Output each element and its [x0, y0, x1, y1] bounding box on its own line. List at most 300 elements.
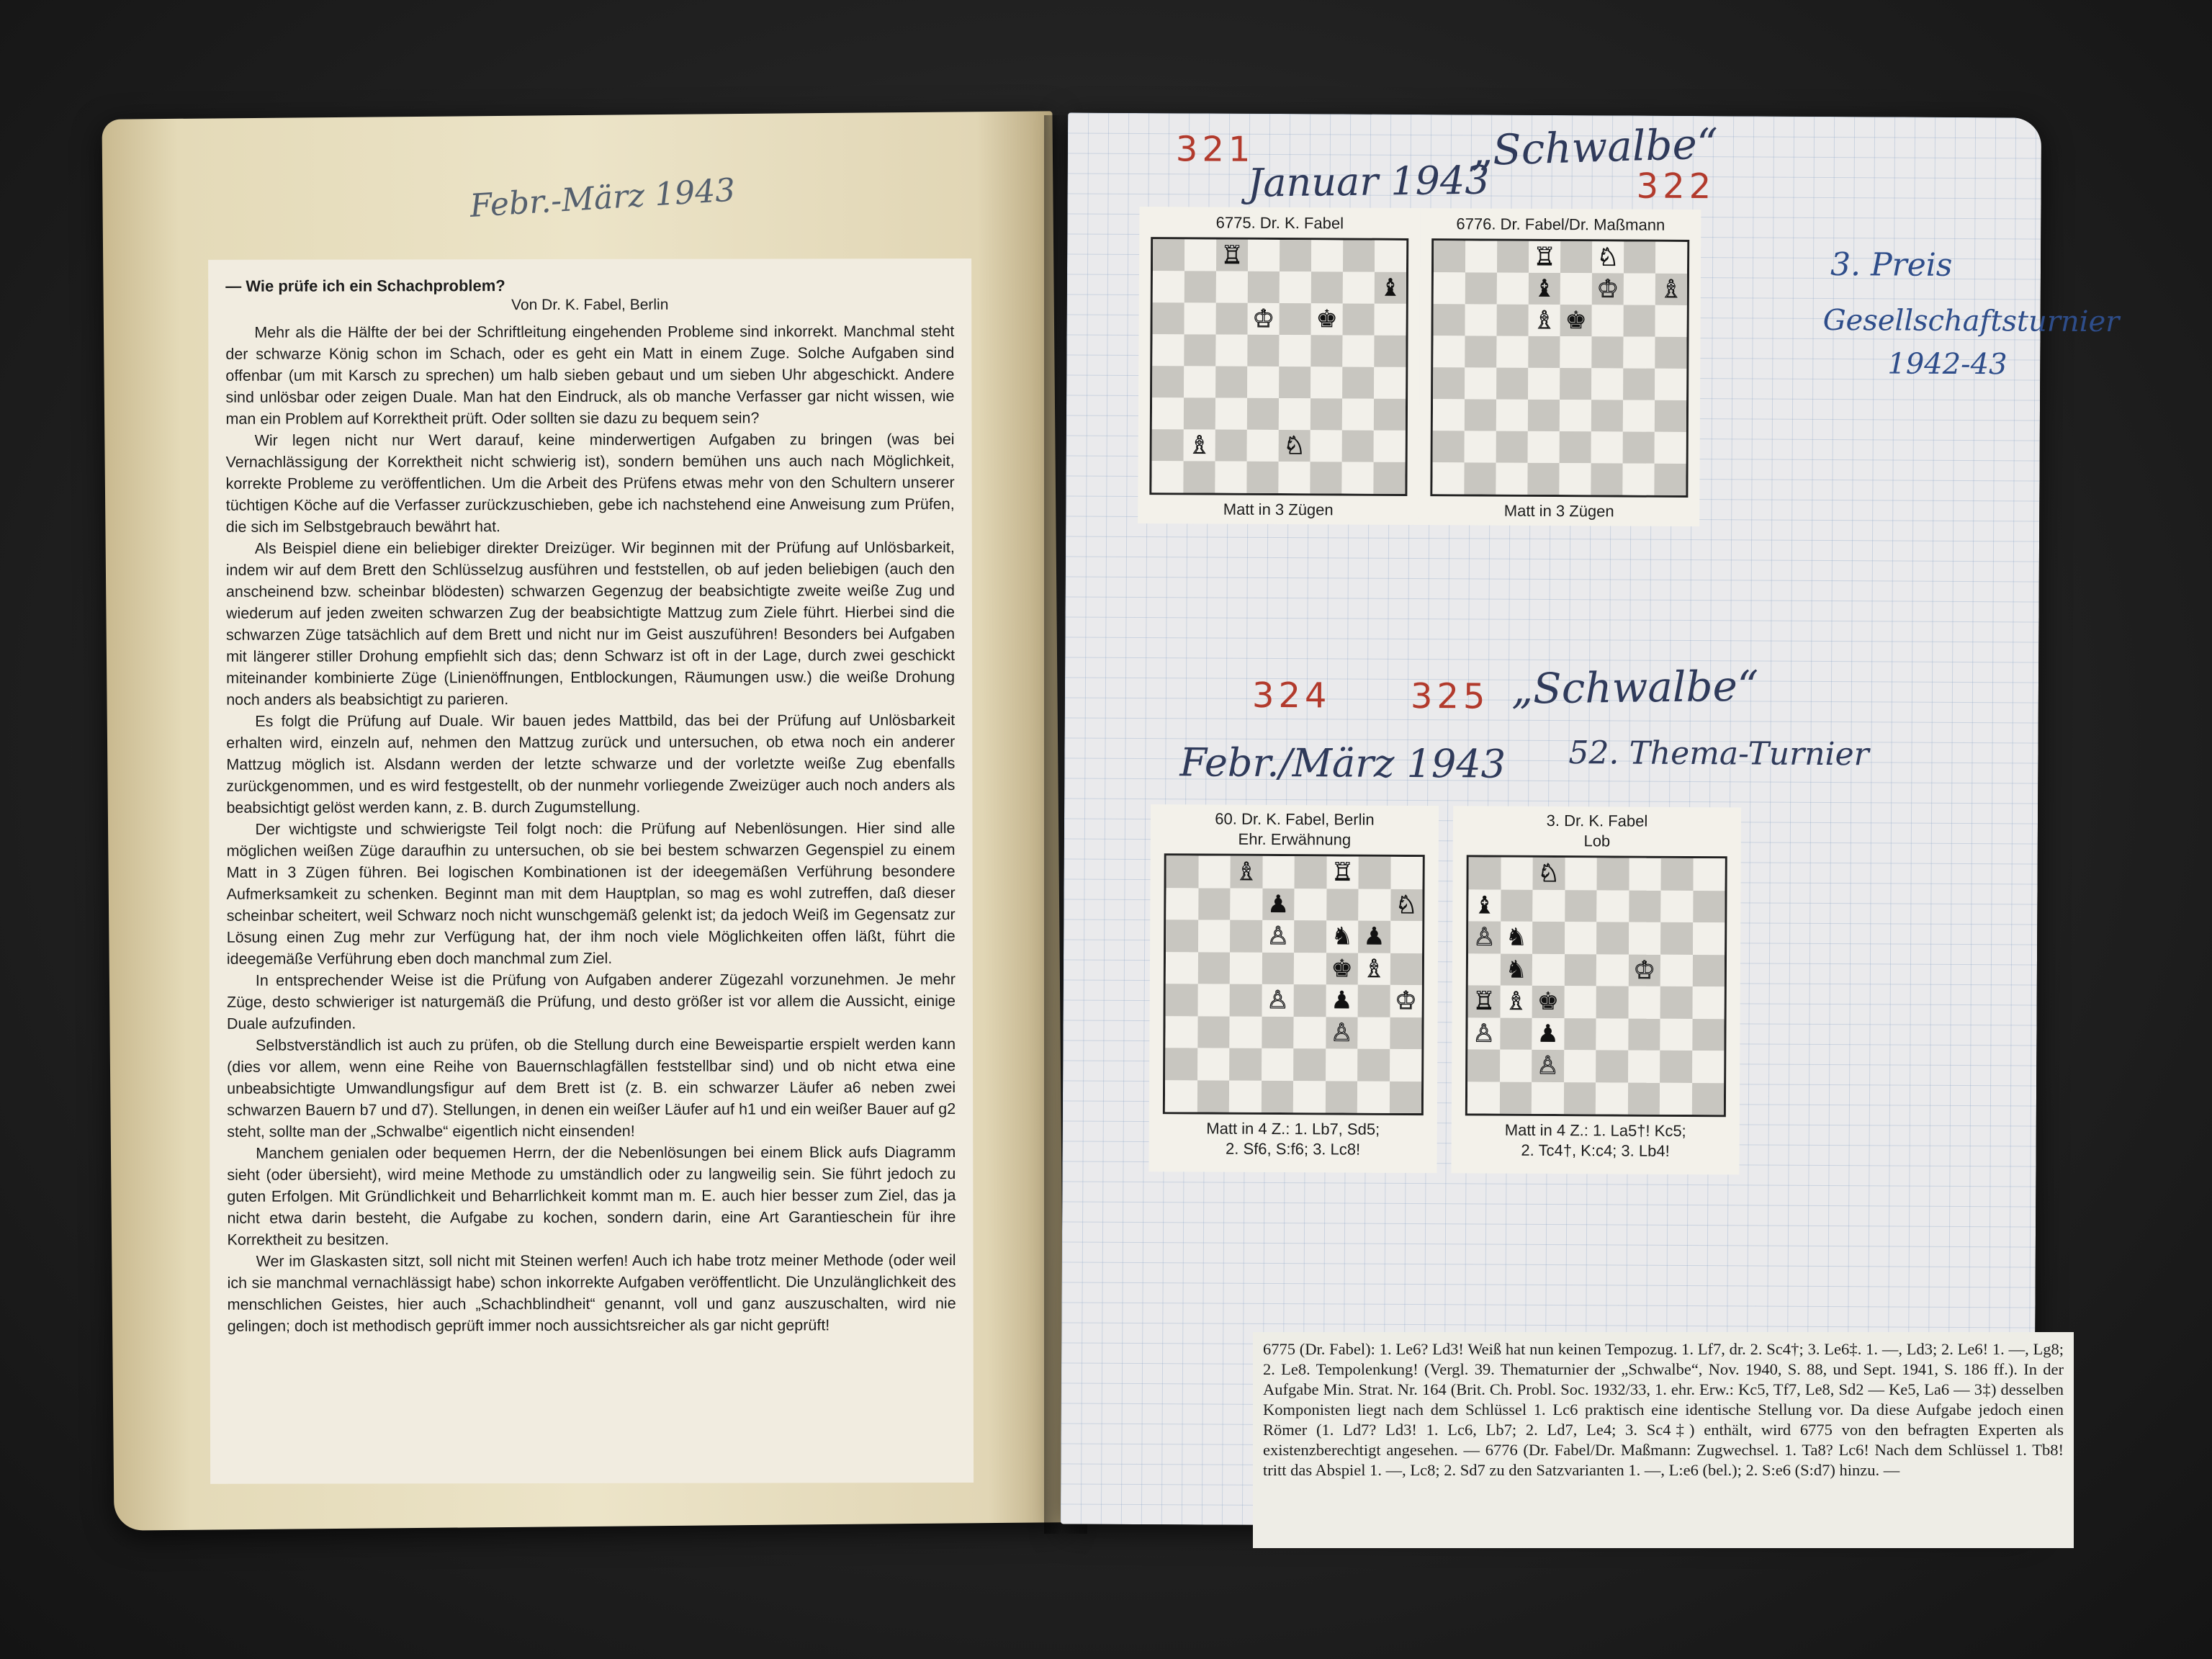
- square-g8: [1359, 857, 1391, 889]
- square-d3: [1528, 400, 1560, 431]
- square-e4: [1560, 368, 1591, 400]
- square-f8: [1311, 240, 1343, 271]
- square-a3: [1433, 399, 1465, 431]
- white-piece-icon: ♙: [1330, 1019, 1353, 1047]
- black-piece-icon: ♞: [1505, 956, 1528, 984]
- white-piece-icon: ♗: [1660, 275, 1683, 303]
- square-h5: [1374, 336, 1406, 367]
- square-e2: [1596, 1050, 1628, 1082]
- square-a8: [1434, 240, 1465, 272]
- square-b1: [1197, 1080, 1229, 1112]
- square-c1: [1496, 463, 1527, 495]
- square-d6: [1529, 305, 1560, 336]
- square-b7: [1465, 272, 1497, 304]
- square-h3: [1374, 399, 1406, 431]
- white-piece-icon: ♙: [1473, 923, 1496, 951]
- square-c5: [1532, 953, 1565, 986]
- square-d8: [1529, 241, 1560, 273]
- square-a4: [1468, 985, 1501, 1017]
- square-a2: [1433, 431, 1465, 462]
- square-b2: [1197, 1048, 1230, 1080]
- square-a4: [1166, 984, 1198, 1016]
- square-g8: [1343, 240, 1375, 271]
- square-g5: [1660, 954, 1693, 986]
- square-e1: [1559, 463, 1591, 495]
- square-f2: [1628, 1051, 1660, 1083]
- square-f3: [1591, 400, 1623, 431]
- square-h3: [1390, 1017, 1422, 1049]
- diagram-6775: [1138, 207, 1420, 525]
- square-f5: [1591, 336, 1623, 368]
- square-g1: [1660, 1082, 1692, 1115]
- square-a5: [1468, 953, 1501, 986]
- square-h2: [1655, 432, 1686, 464]
- square-a6: [1153, 302, 1184, 334]
- square-b6: [1465, 304, 1497, 336]
- square-c7: [1230, 888, 1262, 920]
- square-g6: [1343, 303, 1375, 335]
- diagram-solution-line1: Matt in 4 Z.: 1. La5†! Kc5;: [1504, 1120, 1686, 1140]
- square-h5: [1692, 955, 1725, 987]
- white-piece-icon: ♙: [1267, 986, 1289, 1015]
- square-h6: [1390, 921, 1423, 953]
- article-paragraph: Wir legen nicht nur Wert darauf, keine minderwertigen Aufgaben zu bringen (was bei Vernachlässigung der Korrektheit nicht schwierig ist), sondern bemühen uns auch nach Möglichkeit, korrekte Probleme zu veröffentlichen. Um die Arbeit des Prüfens etwas mehr von den Schultern unserer tüchtigen Köche auf die Verfasser zurückzuschieben, gebe ich nachstehend eine Anweisung zum Prüfen, die sich im Selbstgebrauch bewährt hat.: [225, 431, 955, 536]
- square-b3: [1465, 399, 1496, 431]
- square-b8: [1465, 240, 1497, 272]
- white-piece-icon: ♗: [1533, 306, 1555, 335]
- problem-number-322: 322: [1636, 166, 1716, 207]
- square-a3: [1152, 397, 1184, 429]
- white-piece-icon: ♔: [1633, 956, 1655, 984]
- square-d7: [1565, 890, 1597, 922]
- square-e1: [1596, 1082, 1628, 1115]
- square-d8: [1248, 240, 1280, 271]
- square-f1: [1325, 1081, 1357, 1113]
- square-d7: [1529, 273, 1560, 305]
- square-d2: [1528, 431, 1560, 463]
- square-f1: [1627, 1082, 1660, 1115]
- square-f1: [1310, 462, 1341, 493]
- square-g8: [1624, 242, 1655, 274]
- square-c7: [1497, 273, 1529, 305]
- square-d7: [1262, 888, 1295, 920]
- right-page: [1061, 112, 2120, 1529]
- square-d4: [1262, 984, 1294, 1017]
- square-b4: [1500, 986, 1532, 1018]
- black-piece-icon: ♟: [1537, 1020, 1560, 1048]
- square-c5: [1215, 335, 1247, 367]
- black-piece-icon: ♚: [1331, 955, 1354, 983]
- square-h4: [1374, 367, 1406, 399]
- square-h1: [1389, 1081, 1421, 1113]
- white-piece-icon: ♗: [1505, 987, 1527, 1016]
- square-f8: [1326, 856, 1359, 889]
- square-d5: [1528, 336, 1560, 368]
- square-b5: [1184, 334, 1215, 366]
- square-c8: [1216, 240, 1248, 271]
- black-piece-icon: ♟: [1267, 890, 1290, 918]
- square-f6: [1311, 303, 1343, 335]
- square-e4: [1279, 367, 1310, 398]
- square-d7: [1248, 271, 1280, 303]
- square-g3: [1342, 398, 1374, 430]
- square-b5: [1197, 952, 1230, 984]
- square-c8: [1231, 856, 1263, 889]
- square-f7: [1311, 271, 1343, 303]
- chessboard: [1465, 855, 1727, 1117]
- square-g7: [1343, 271, 1375, 303]
- square-f8: [1592, 241, 1624, 273]
- square-h2: [1374, 431, 1406, 462]
- square-a2: [1152, 429, 1184, 461]
- square-b7: [1501, 889, 1533, 922]
- square-h6: [1375, 304, 1406, 336]
- square-e4: [1294, 984, 1326, 1017]
- square-e2: [1293, 1048, 1326, 1081]
- white-piece-icon: ♙: [1267, 922, 1290, 950]
- white-piece-icon: ♗: [1235, 858, 1258, 886]
- square-d1: [1261, 1080, 1293, 1112]
- square-f5: [1326, 953, 1358, 985]
- square-c4: [1215, 367, 1247, 398]
- square-g4: [1623, 369, 1655, 400]
- diagram-solution-line1: Matt in 4 Z.: 1. Lb7, Sd5;: [1206, 1119, 1380, 1138]
- white-piece-icon: ♔: [1596, 275, 1619, 303]
- square-c2: [1229, 1048, 1262, 1081]
- square-a7: [1166, 888, 1198, 920]
- square-d8: [1262, 856, 1295, 889]
- square-e1: [1293, 1081, 1326, 1113]
- square-h1: [1373, 462, 1405, 494]
- square-h7: [1375, 272, 1406, 304]
- article-clipping: [208, 258, 974, 1484]
- diagram-solution-line2: 2. Sf6, S:f6; 3. Lc8!: [1225, 1139, 1361, 1159]
- square-e5: [1294, 953, 1326, 985]
- square-h2: [1692, 1051, 1725, 1083]
- article-paragraph: In entsprechender Weise ist die Prüfung von Aufgaben anderer Zügezahl vorzunehmen. Je mehr Züge, desto schwieriger ist naturgemäß die Prüfung, und desto größer ist vor allem die Aussicht, einige Duale aufzufinden.: [226, 971, 956, 1033]
- square-d4: [1564, 986, 1596, 1018]
- square-a8: [1153, 239, 1184, 271]
- square-d4: [1247, 367, 1279, 398]
- black-piece-icon: ♟: [1363, 922, 1385, 951]
- square-g2: [1623, 432, 1655, 464]
- article-title: — Wie prüfe ich ein Schachproblem?: [225, 276, 505, 295]
- square-g1: [1341, 462, 1373, 493]
- journal-name-top: „Schwalbe“: [1470, 119, 1719, 176]
- square-e4: [1596, 986, 1629, 1018]
- square-g8: [1660, 858, 1693, 891]
- square-g3: [1623, 400, 1655, 432]
- square-g2: [1660, 1051, 1692, 1083]
- square-e7: [1596, 890, 1629, 922]
- square-h2: [1390, 1049, 1422, 1082]
- square-g5: [1342, 335, 1374, 367]
- handwritten-date-top: Januar 1943: [1247, 157, 1491, 206]
- square-f3: [1326, 1017, 1358, 1049]
- chessboard: [1149, 237, 1408, 496]
- square-c5: [1496, 336, 1528, 368]
- handwritten-date-left: Febr.-März 1943: [469, 171, 737, 225]
- square-a1: [1151, 461, 1183, 493]
- square-e8: [1295, 856, 1327, 889]
- square-b1: [1464, 462, 1496, 494]
- square-g5: [1358, 953, 1390, 985]
- square-f8: [1629, 858, 1661, 891]
- problem-number-325: 325: [1410, 675, 1490, 717]
- square-c1: [1215, 462, 1246, 493]
- square-h8: [1390, 857, 1423, 889]
- square-h5: [1655, 337, 1686, 369]
- square-h8: [1655, 242, 1687, 274]
- article-paragraph: Es folgt die Prüfung auf Duale. Wir bauen jedes Mattbild, das bei der Prüfung auf Unlösbarkeit erhalten wird, einzeln auf, nehmen den Mattzug zurück und untersuchen, ob etwa noch ein anderer Mattzug möglich ist. Alsdann werden der letzte schwarze und der vorletzte weiße Zug ebenfalls zurückgenommen, und es wird festgestellt, ob der nunmehr vorliegende Zweizüger auch noch anders als beabsichtigt gelöst werden kann, z. B. durch Zugumstellung.: [226, 711, 956, 817]
- square-b6: [1501, 922, 1533, 954]
- square-b8: [1184, 239, 1216, 271]
- square-h7: [1655, 274, 1687, 305]
- square-e8: [1596, 858, 1629, 890]
- square-f4: [1628, 986, 1660, 1019]
- square-f4: [1310, 367, 1342, 398]
- square-g6: [1624, 305, 1655, 337]
- handwritten-date-middle: Febr./März 1943: [1179, 739, 1506, 787]
- square-a4: [1152, 366, 1184, 397]
- square-f7: [1326, 889, 1359, 921]
- diagram-header: 6775. Dr. K. Fabel: [1215, 213, 1344, 233]
- square-f2: [1591, 431, 1623, 463]
- square-b7: [1198, 888, 1231, 920]
- square-f4: [1326, 984, 1358, 1017]
- square-e3: [1560, 400, 1591, 431]
- square-d2: [1247, 430, 1279, 462]
- square-f7: [1592, 273, 1624, 305]
- square-f6: [1592, 305, 1624, 336]
- square-c4: [1230, 984, 1262, 1017]
- square-e5: [1596, 954, 1629, 986]
- square-g5: [1623, 337, 1655, 369]
- square-f3: [1310, 398, 1342, 430]
- prize-note-2: Gesellschaftsturnier: [1822, 303, 2120, 339]
- diagram-header: 3. Dr. K. Fabel: [1546, 811, 1648, 830]
- square-b7: [1184, 271, 1216, 302]
- square-h4: [1390, 985, 1422, 1017]
- square-g4: [1660, 986, 1693, 1019]
- square-e7: [1280, 271, 1311, 303]
- square-g3: [1357, 1017, 1390, 1049]
- square-c6: [1216, 303, 1248, 335]
- square-d3: [1247, 398, 1279, 430]
- diagram-stipulation: Matt in 3 Zügen: [1223, 500, 1334, 519]
- square-a6: [1434, 304, 1465, 336]
- square-a6: [1468, 921, 1501, 953]
- square-d1: [1246, 462, 1278, 493]
- square-d2: [1564, 1050, 1596, 1082]
- diagram-header: 6776. Dr. Fabel/Dr. Maßmann: [1456, 215, 1665, 234]
- white-piece-icon: ♖: [1220, 241, 1244, 269]
- article-author: Von Dr. K. Fabel, Berlin: [511, 296, 669, 314]
- square-c6: [1230, 920, 1262, 953]
- chessboard: [1163, 853, 1425, 1115]
- square-h7: [1693, 891, 1725, 923]
- square-e6: [1294, 920, 1326, 953]
- square-a5: [1433, 336, 1465, 367]
- square-d4: [1528, 368, 1560, 400]
- white-piece-icon: ♘: [1283, 432, 1306, 460]
- square-b2: [1465, 431, 1496, 462]
- tourney-note: 52. Thema-Turnier: [1568, 734, 1869, 773]
- square-e6: [1596, 922, 1629, 954]
- diagram-award: Lob: [1583, 832, 1611, 850]
- prize-note-3: 1942-43: [1887, 347, 2008, 382]
- square-a5: [1152, 334, 1184, 366]
- square-a2: [1165, 1048, 1197, 1080]
- solutions-clipping: 6775 (Dr. Fabel): 1. Le6? Ld3! Weiß hat nun keinen Tempozug. 1. Lf7, dr. 2. Sc4†; 3. Le6‡. 1. —, Ld3; 2. Le6! 1. —, Lg8; 2. Le8. Tempolenkung! (Vergl. 39. Thematurnier der „Schwalbe“, Nov. 1940, S. 88, und Sept. 1941, S. 186 ff.). In der Aufgabe Min. Strat. Nr. 164 (Brit. Ch. Probl. Soc. 1932/33, 1. ehr. Erw.: Kc5, Tf7, Le8, Sd2 — Ke5, La6 — 3‡) desselben Komponisten liegt nach dem Schlüssel 1. Lc6 praktisch eine identische Stellung vor. Da diese Aufgabe jedoch einen Römer (1. Ld7? Ld3! 1. Lc6, Lb7; 2. Ld7, Le4; 3. Sc4‡) enthält, wird 6775 von den befragten Experten als existenzberechtigt angesehen. — 6776 (Dr. Fabel/Dr. Maßmann: Zugwechsel. 1. Ta8? Lc6! Nach dem Schlüssel 1. Tb8! tritt das Abspiel 1. —, Lc8; 2. Sd7 zu den Satzvarianten 1. —, L:e6 (bel.); 2. S:e6 (S:d7) hinzu. —: [1253, 1332, 2074, 1548]
- black-piece-icon: ♚: [1537, 988, 1560, 1016]
- square-g7: [1624, 274, 1655, 305]
- square-f1: [1591, 463, 1622, 495]
- square-b6: [1198, 920, 1231, 952]
- diagram-header: 60. Dr. K. Fabel, Berlin: [1215, 809, 1375, 829]
- square-b6: [1184, 302, 1216, 334]
- article-body: [225, 320, 956, 1337]
- square-c1: [1532, 1082, 1564, 1114]
- square-e5: [1279, 335, 1310, 367]
- article-paragraph: Selbstverständlich ist auch zu prüfen, ob die Stellung durch eine Beweispartie erspielt werden kann (dies vor allem, wenn eine Reihe von Bauernschlagfällen feststellbar sind) und ob nicht etwa eine unbeabsichtigte Umwandlungsfigur auf dem Brett ist (z. B. ein schwarzer Läufer a6 neben zwei schwarzen Bauern b7 und d7). Stellungen, in denen ein weißer Läufer auf h1 und ein weißer Bauer auf g2 steht, sollte man der „Schwalbe“ eigentlich nicht einsenden!: [227, 1035, 956, 1141]
- square-h7: [1390, 889, 1423, 921]
- white-piece-icon: ♖: [1331, 858, 1354, 886]
- white-piece-icon: ♙: [1537, 1052, 1559, 1080]
- square-b8: [1198, 855, 1231, 888]
- left-page: [102, 111, 1064, 1530]
- square-h1: [1654, 464, 1686, 495]
- square-c1: [1229, 1080, 1262, 1112]
- square-g6: [1660, 922, 1693, 955]
- square-d1: [1527, 463, 1559, 495]
- square-b5: [1465, 336, 1496, 367]
- white-piece-icon: ♖: [1473, 987, 1496, 1015]
- white-piece-icon: ♔: [1252, 305, 1274, 333]
- square-a1: [1467, 1082, 1500, 1114]
- square-h3: [1655, 400, 1686, 432]
- journal-name-middle: „Schwalbe“: [1511, 661, 1759, 714]
- square-e8: [1280, 240, 1311, 271]
- square-a1: [1432, 462, 1464, 494]
- square-h4: [1655, 369, 1686, 400]
- square-e3: [1293, 1017, 1326, 1049]
- square-c3: [1496, 400, 1528, 431]
- white-piece-icon: ♗: [1188, 431, 1211, 459]
- square-g1: [1622, 464, 1654, 495]
- problem-number-321: 321: [1175, 129, 1255, 170]
- square-a6: [1166, 920, 1198, 952]
- square-d3: [1564, 1018, 1596, 1051]
- prize-note-1: 3. Preis: [1830, 246, 1953, 284]
- square-a7: [1468, 889, 1501, 922]
- square-g2: [1357, 1049, 1390, 1082]
- square-e6: [1560, 305, 1592, 336]
- square-b2: [1500, 1050, 1532, 1082]
- square-b4: [1197, 984, 1230, 1016]
- square-d5: [1262, 952, 1294, 984]
- diagram-3: [1451, 806, 1741, 1174]
- square-h1: [1691, 1083, 1724, 1115]
- diagram-solution-line2: 2. Tc4†, K:c4; 3. Lb4!: [1521, 1141, 1670, 1160]
- black-piece-icon: ♟: [1331, 986, 1353, 1015]
- square-a2: [1467, 1049, 1500, 1082]
- square-c2: [1215, 430, 1247, 462]
- square-d8: [1565, 858, 1597, 890]
- square-b3: [1197, 1016, 1230, 1048]
- square-f5: [1310, 335, 1342, 367]
- square-h6: [1655, 305, 1687, 337]
- square-f4: [1591, 368, 1623, 400]
- white-piece-icon: ♔: [1395, 987, 1417, 1015]
- square-d5: [1247, 335, 1279, 367]
- square-e1: [1278, 462, 1310, 493]
- square-b1: [1499, 1082, 1532, 1114]
- white-piece-icon: ♘: [1537, 860, 1560, 888]
- square-c4: [1496, 368, 1528, 400]
- square-c4: [1532, 986, 1565, 1018]
- square-d2: [1262, 1048, 1294, 1081]
- square-b4: [1184, 366, 1215, 397]
- square-c6: [1497, 305, 1529, 336]
- square-a3: [1467, 1017, 1500, 1050]
- square-a8: [1469, 857, 1501, 889]
- black-piece-icon: ♚: [1316, 305, 1338, 333]
- square-b3: [1184, 397, 1215, 429]
- white-piece-icon: ♙: [1473, 1020, 1496, 1048]
- square-h4: [1692, 986, 1725, 1019]
- square-g3: [1660, 1018, 1692, 1051]
- square-c8: [1497, 241, 1529, 273]
- square-a3: [1165, 1016, 1197, 1048]
- square-g2: [1342, 430, 1374, 462]
- square-e2: [1560, 431, 1591, 463]
- square-b8: [1501, 858, 1533, 890]
- square-f2: [1326, 1048, 1358, 1081]
- article-paragraph: Der wichtigste und schwierigste Teil folgt noch: die Prüfung auf Nebenlösungen. Hier sind alle möglichen weißen Züge daraufhin zu untersuchen, ob sie bei bestem schwarzen Gegenspiel zu einem Matt in 3 Zügen führen. Bei logischen Kombinationen ist der ideegemäßen Verführung besondere Aufmerksamkeit zu schenken. Beginnt man mit dem Hauptplan, so mag es wohl zutreffen, daß dieser scheinbar scheitert, weil Schwarz noch nicht wunschgemäß gelenkt ist; da jedoch Weiß im Gegensatz zur Lösung einen Zug mehr zur Verfügung hat, der ihm noch viele Möglichkeiten offen läßt, führt die ideegemäße Verführung eben doch manchmal zum Ziel.: [226, 819, 956, 968]
- square-b4: [1465, 367, 1496, 399]
- article-paragraph: Manchem genialen oder bequemen Herrn, der die Nebenlösungen bei einem Blick aufs Diagramm sieht (oder übersieht), wird meine Methode zu umständlich oder zu langweilig sein. Sie führt jedoch zu guten Erfolgen. Mit Gründlichkeit und Beharrlichkeit kommt man m. E. auch hier besser zum Ziel, das ja nicht etwa darin besteht, die Aufgabe zu kochen, sondern darin, eine Art Garantieschein für ihre Korrektheit zu besitzen.: [227, 1143, 956, 1249]
- square-h6: [1693, 922, 1725, 955]
- square-c7: [1216, 271, 1248, 303]
- square-e5: [1560, 336, 1591, 368]
- black-piece-icon: ♞: [1331, 922, 1354, 950]
- square-g6: [1358, 921, 1390, 953]
- square-f2: [1310, 430, 1342, 462]
- white-piece-icon: ♘: [1395, 891, 1418, 919]
- square-f3: [1628, 1018, 1660, 1051]
- square-h8: [1375, 240, 1406, 272]
- chessboard: [1430, 238, 1689, 498]
- square-c8: [1533, 858, 1565, 890]
- square-c2: [1496, 431, 1528, 463]
- square-h8: [1693, 858, 1725, 891]
- square-c3: [1532, 1017, 1564, 1050]
- square-d3: [1262, 1016, 1294, 1048]
- white-piece-icon: ♖: [1533, 243, 1556, 271]
- square-e3: [1596, 1018, 1628, 1051]
- square-c3: [1229, 1016, 1262, 1048]
- diagram-award: Ehr. Erwähnung: [1238, 830, 1352, 849]
- square-h5: [1390, 953, 1422, 985]
- diagram-stipulation: Matt in 3 Zügen: [1503, 501, 1614, 521]
- diagram-6776: [1419, 208, 1701, 526]
- square-c7: [1532, 889, 1565, 922]
- square-c2: [1532, 1050, 1564, 1082]
- square-d6: [1565, 922, 1597, 954]
- square-d6: [1248, 303, 1280, 335]
- article-paragraph: Als Beispiel diene ein beliebiger direkter Dreizüger. Wir beginnen mit der Prüfung auf Unlösbarkeit, indem wir auf dem Brett den Schlüsselzug ausführen und feststellen, ob auf jeden beliebigen (auch den anscheinend bzw. scheinbar blödesten) schwarzen Gegenzug der beabsichtigte zweite weiße Zug und wiederum auf jeden zweiten schwarzen Zug der beabsichtigte Mattzug zum Ziele führt. Hierbei sind die schwarzen Züge tatsächlich auf dem Brett und nicht nur im Geist auszuführen! Besonders bei Aufgaben mit längerer stiller Drohung empfiehlt sich das; denn Schwarz ist oft in der Lage, durch zwei geschickt miteinander kombinierte Züge (Linienöffnungen, Entblockungen, Räumungen usw.) die weiße Drohung noch anders als beabsichtigt zu parieren.: [225, 539, 956, 709]
